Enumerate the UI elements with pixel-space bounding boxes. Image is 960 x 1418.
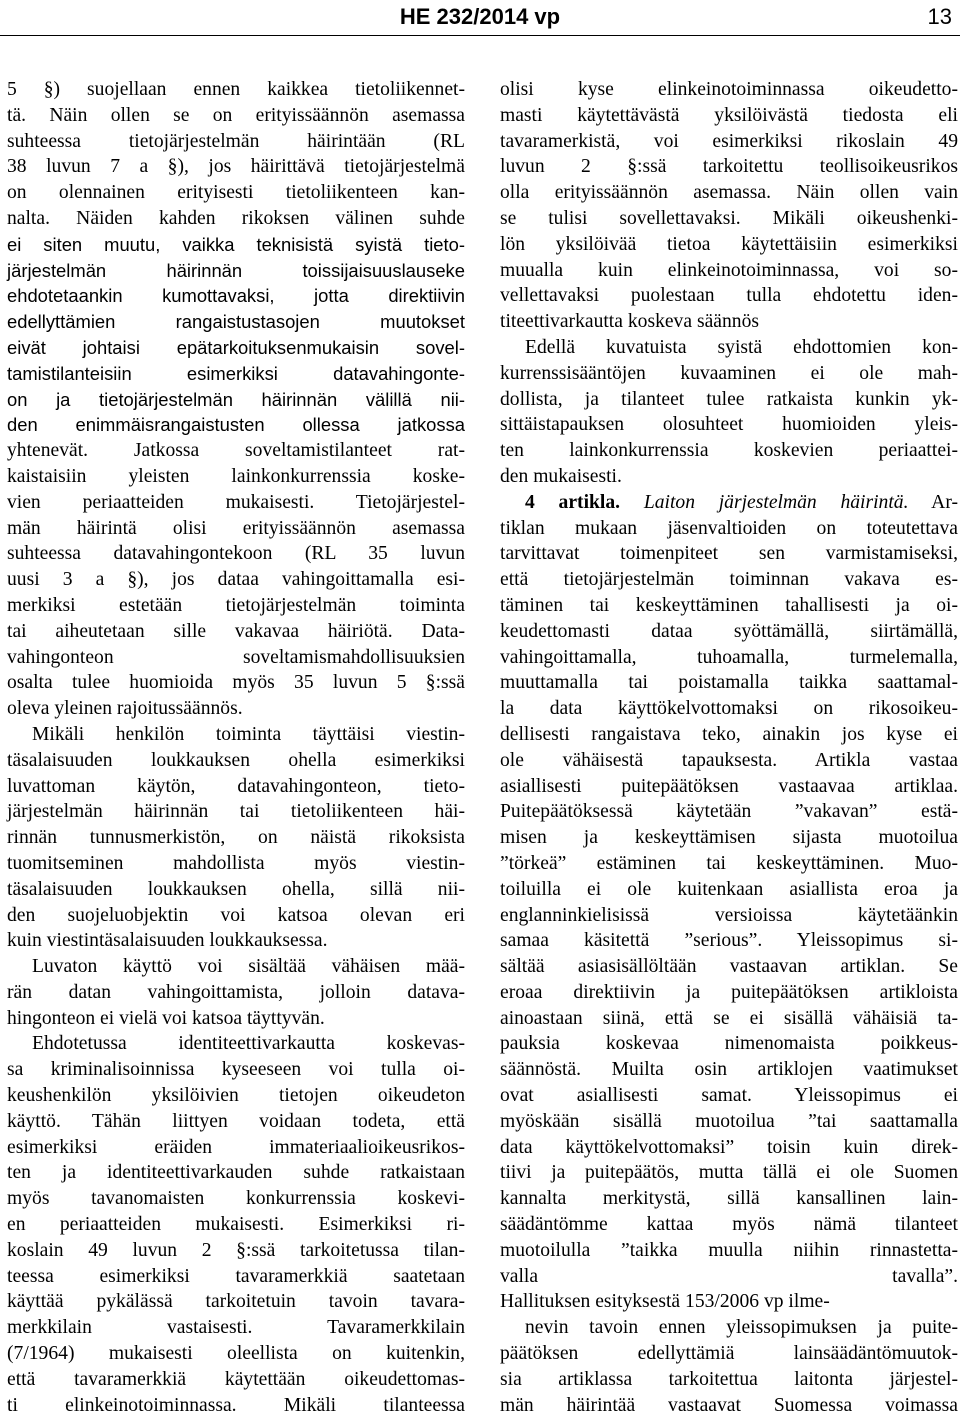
text-line: osalta tulee huomioida myös 35 luvun 5 §:ssä [7, 672, 465, 694]
text-line: tiivi ja puitepäätös, mutta tällä ei ole Suomen [500, 1162, 958, 1184]
text-line: den mukaisesti. [500, 465, 622, 487]
text-line: täsalaisuuden loukkauksen ohella, sillä nii- [7, 878, 465, 900]
text-line: säädäntömme kattaa myös nämä tilanteet [500, 1214, 958, 1236]
text-line: merkkilain vastaisesti. Tavaramerkkilain [7, 1317, 465, 1339]
text-line: Ehdotetussa identiteettivarkautta koskevas- [32, 1033, 465, 1055]
text-line: tarvittavat toimenpiteet sen varmistamiseksi, [500, 543, 958, 565]
text-line: män häirintä olisi erityissäännön asemassa [7, 517, 465, 539]
text-line: vahingoittamalla, tuhoamalla, turmelemalla, [500, 646, 958, 668]
text-line: hingonteon ei vielä voi katsoa täyttyvän. [7, 1007, 325, 1029]
text-line: olisi kyse elinkeinotoiminnassa oikeudetto- [500, 79, 958, 100]
text-line: uusi 3 a §), jos dataa vahingoittamalla esi- [7, 569, 465, 591]
text-line: vellettavaksi puolestaan tulla ehdotettu iden- [500, 285, 958, 307]
text-line: keushenkilön yksilöivien tietojen oikeudeton [7, 1085, 465, 1107]
text-line: nalta. Näiden kahden rikoksen välinen suhde [7, 207, 465, 229]
text-line: vien periaatteiden mukaisesti. Tietojärjestel- [7, 491, 465, 513]
text-line: toiluilla ei ole kuitenkaan asiallista eroa ja [500, 878, 958, 900]
text-line: muotoilulla ”taikka muulla niihin rinnastetta- [500, 1239, 958, 1261]
text-line: järjestelmän häirinnän toissijaisuuslauseke [7, 259, 465, 281]
text-line: lön yksilöivää tietoa käytettäisiin esimerkiksi [500, 233, 958, 255]
text-line: on ja tietojärjestelmän häirinnän välillä nii- [7, 388, 465, 410]
text-line: ovat asiallisesti samat. Yleissopimus ei [500, 1085, 958, 1107]
text-line: suhteessa tietojärjestelmän häirintään (RL [7, 130, 465, 152]
text-line: Mikäli henkilön toiminta täyttäisi viestin- [32, 723, 465, 745]
text-line: kaistaisiin yleisten lainkonkurrenssia koske- [7, 465, 465, 487]
text-line: järjestelmän häirinnän tai tietoliikenteen häi- [7, 801, 465, 823]
text-line: se tulisi sovellettavaksi. Mikäli oikeushenki- [500, 207, 958, 229]
text-line: (7/1964) mukaisesti oleellista on kuitenkin, [7, 1343, 465, 1365]
text-line: sältää asiasisällöltään vastaavan artiklan. Se [500, 956, 958, 978]
text-line: sa kriminalisoinnissa kyseeseen voi tulla oi- [7, 1059, 465, 1081]
page-number: 13 [927, 4, 952, 29]
text-line: edellyttämien rangaistustasojen muutokset [7, 311, 465, 333]
text-line: Edellä kuvatuista syistä ehdottomien kon- [525, 336, 958, 358]
text-line: esimerkiksi eräiden immateriaalioikeusrikos- [7, 1136, 465, 1158]
text-line: pauksia koskevaa nimenomaista poikkeus- [500, 1033, 958, 1055]
text-line: merkiksi estetään tietojärjestelmän toiminta [7, 594, 465, 616]
text-line: säännöstä. Muilta osin artiklojen vaatimukset [500, 1059, 958, 1081]
text-line: rän datan vahingoittamista, jolloin datava- [7, 981, 465, 1003]
text-line: kannalta merkitystä, sillä kansallinen lain- [500, 1188, 958, 1210]
text-line: eivät johtaisi epätarkoituksenmukaisin sovel- [7, 336, 465, 358]
text-line: tä. Näin ollen se on erityissäännön asemassa [7, 104, 465, 126]
text-line: sia artiklassa tarkoitettua laitonta järjestel- [500, 1368, 958, 1390]
article-number: 4 artikla. [525, 491, 621, 513]
text-line: rinnän tunnusmerkistön, on näistä rikoksista [7, 827, 465, 849]
text-line: ei siten muutu, vaikka teknisistä syistä tieto- [7, 233, 465, 255]
text-line: täminen tai keskeyttäminen tahallisesti ja oi- [500, 594, 958, 616]
text-line: 38 luvun 7 a §), jos häirittävä tietojärjestelmä [7, 156, 465, 178]
text-line: ehdotetaankin kumottavaksi, jotta direktiivin [7, 285, 465, 307]
text-line: teessa esimerkiksi tavaramerkkiä saatetaan [7, 1265, 465, 1287]
text-line: tuomitseminen mahdollista myös viestin- [7, 852, 465, 874]
text-line: dellisesti rangaistava teko, ainakin jos kyse ei [500, 723, 958, 745]
text-line: ”törkeä” estäminen tai keskeyttäminen. Muo- [500, 852, 958, 874]
text-line: titeettivarkautta koskeva säännös [500, 311, 759, 333]
text-line: myöskään sisällä muotoilua ”tai saattamalla [500, 1110, 958, 1132]
text-line: ole vähäisestä tapauksesta. Artikla vastaa [500, 749, 958, 771]
text-line: en periaatteiden mukaisesti. Esimerkiksi ri- [7, 1214, 465, 1236]
text-line: täsalaisuuden loukkauksen ohella esimerkiksi [7, 749, 465, 771]
text-line: muuttamalla tai poistamalla taikka saattamal- [500, 672, 958, 694]
text-line: päätöksen edellyttämiä lainsäädäntömuutok- [500, 1343, 958, 1365]
header-divider [0, 35, 960, 36]
text-line: tiklan mukaan jäsenvaltioiden on toteutettava [500, 517, 958, 539]
text-line: eroaa direktiivin ja puitepäätöksen artikloista [500, 981, 958, 1003]
text-line: englanninkielisissä versioissa käytetäänkin [500, 904, 958, 926]
text-line: oleva yleinen rajoitussäännös. [7, 698, 243, 720]
text-line: valla tavalla”. [500, 1265, 958, 1287]
text-line: yhtenevät. Jatkossa soveltamistilanteet rat- [7, 440, 465, 462]
text-line: Puitepäätöksessä käytetään ”vakavan” estä- [500, 801, 958, 823]
text-line: ten ja identiteettivarkauden suhde ratkaistaan [7, 1162, 465, 1184]
text-line: ainoastaan siinä, että se ei sisällä vähäisiä ta- [500, 1007, 958, 1029]
text-line: kurrenssisääntöjen kuvaaminen ei ole mah- [500, 362, 958, 384]
text-line: keudettomasti dataa syöttämällä, siirtämällä, [500, 620, 958, 642]
text-line: 5 §) suojellaan ennen kaikkea tietoliikennet- [7, 79, 465, 100]
text-line: samaa käsitettä ”serious”. Yleissopimus si- [500, 930, 958, 952]
text-line: olla erityissäännön asemassa. Näin ollen vain [500, 182, 958, 204]
text-line: ten lainkonkurrenssia koskevien periaattei- [500, 440, 958, 462]
text-line: data käyttökelvottomaksi” toisin kuin direk- [500, 1136, 958, 1158]
text-line: käyttö. Tähän liittyen voidaan todeta, että [7, 1110, 465, 1132]
text-line: käyttää pykälässä tarkoitetuin tavoin tavara- [7, 1291, 465, 1313]
text-line: koslain 49 luvun 2 §:ssä tarkoitetussa tilan- [7, 1239, 465, 1261]
text-line: ti elinkeinotoiminnassa. Mikäli tilanteessa [7, 1394, 465, 1416]
text-line [500, 490, 958, 516]
article-text-start: Ar- [931, 491, 958, 513]
document-id: HE 232/2014 vp [399, 4, 561, 29]
text-line: on olennainen erityisesti tietoliikenteen kan- [7, 182, 465, 204]
text-line: män häirintää vastaavat Suomessa voimassa [500, 1394, 958, 1416]
text-line: kuin viestintäsalaisuuden loukkauksessa. [7, 930, 328, 952]
text-line: Hallituksen esityksestä 153/2006 vp ilme- [500, 1291, 830, 1313]
text-line: sittäistapauksen olosuhteet huomioiden yleis- [500, 414, 958, 436]
left-column [7, 77, 465, 1418]
text-line: että tietojärjestelmän toiminnan vakava es- [500, 569, 958, 591]
text-line: nevin tavoin ennen yleissopimuksen ja puite- [525, 1317, 958, 1339]
text-line: asiallisesti puitepäätöksen vastaavaa artiklaa. [500, 775, 958, 797]
text-line: että tavaramerkkiä käytettään oikeudettomas- [7, 1368, 465, 1390]
right-column [500, 77, 958, 1418]
text-line: la data käyttökelvottomaksi on rikosoikeu- [500, 698, 958, 720]
text-line: Luvaton käyttö voi sisältää vähäisen mää- [32, 956, 465, 978]
text-line: tamistilanteisiin esimerkiksi datavahingonte- [7, 362, 465, 384]
text-line: misen ja keskeyttämisen sijasta muotoilua [500, 827, 958, 849]
text-line: luvun 2 §:ssä tarkoitettu teollisoikeusrikos [500, 156, 958, 178]
text-line: den suojeluobjektin voi katsoa olevan eri [7, 904, 465, 926]
text-line: tavaramerkistä, voi esimerkiksi rikoslain 49 [500, 130, 958, 152]
text-line: myös tavanomaisten konkurrenssia koskevi- [7, 1188, 465, 1210]
text-line: suhteessa datavahingontekoon (RL 35 luvun [7, 543, 465, 565]
text-line: masti käytettävästä yksilöivästä tiedosta eli [500, 104, 958, 126]
article-title: Laiton järjestelmän häirintä. [643, 491, 909, 513]
text-line: muualla kuin elinkeinotoiminnassa, voi so- [500, 259, 958, 281]
text-line: dollista, ja tilanteet tulee ratkaista kunkin yk- [500, 388, 958, 410]
text-line: vahingonteon soveltamismahdollisuuksien [7, 646, 465, 668]
text-line: luvattoman käytön, datavahingonteon, tieto- [7, 775, 465, 797]
text-line: tai aiheutetaan sille vakavaa häiriötä. Data- [7, 620, 465, 642]
text-line: den enimmäisrangaistusten ollessa jatkossa [7, 414, 465, 436]
